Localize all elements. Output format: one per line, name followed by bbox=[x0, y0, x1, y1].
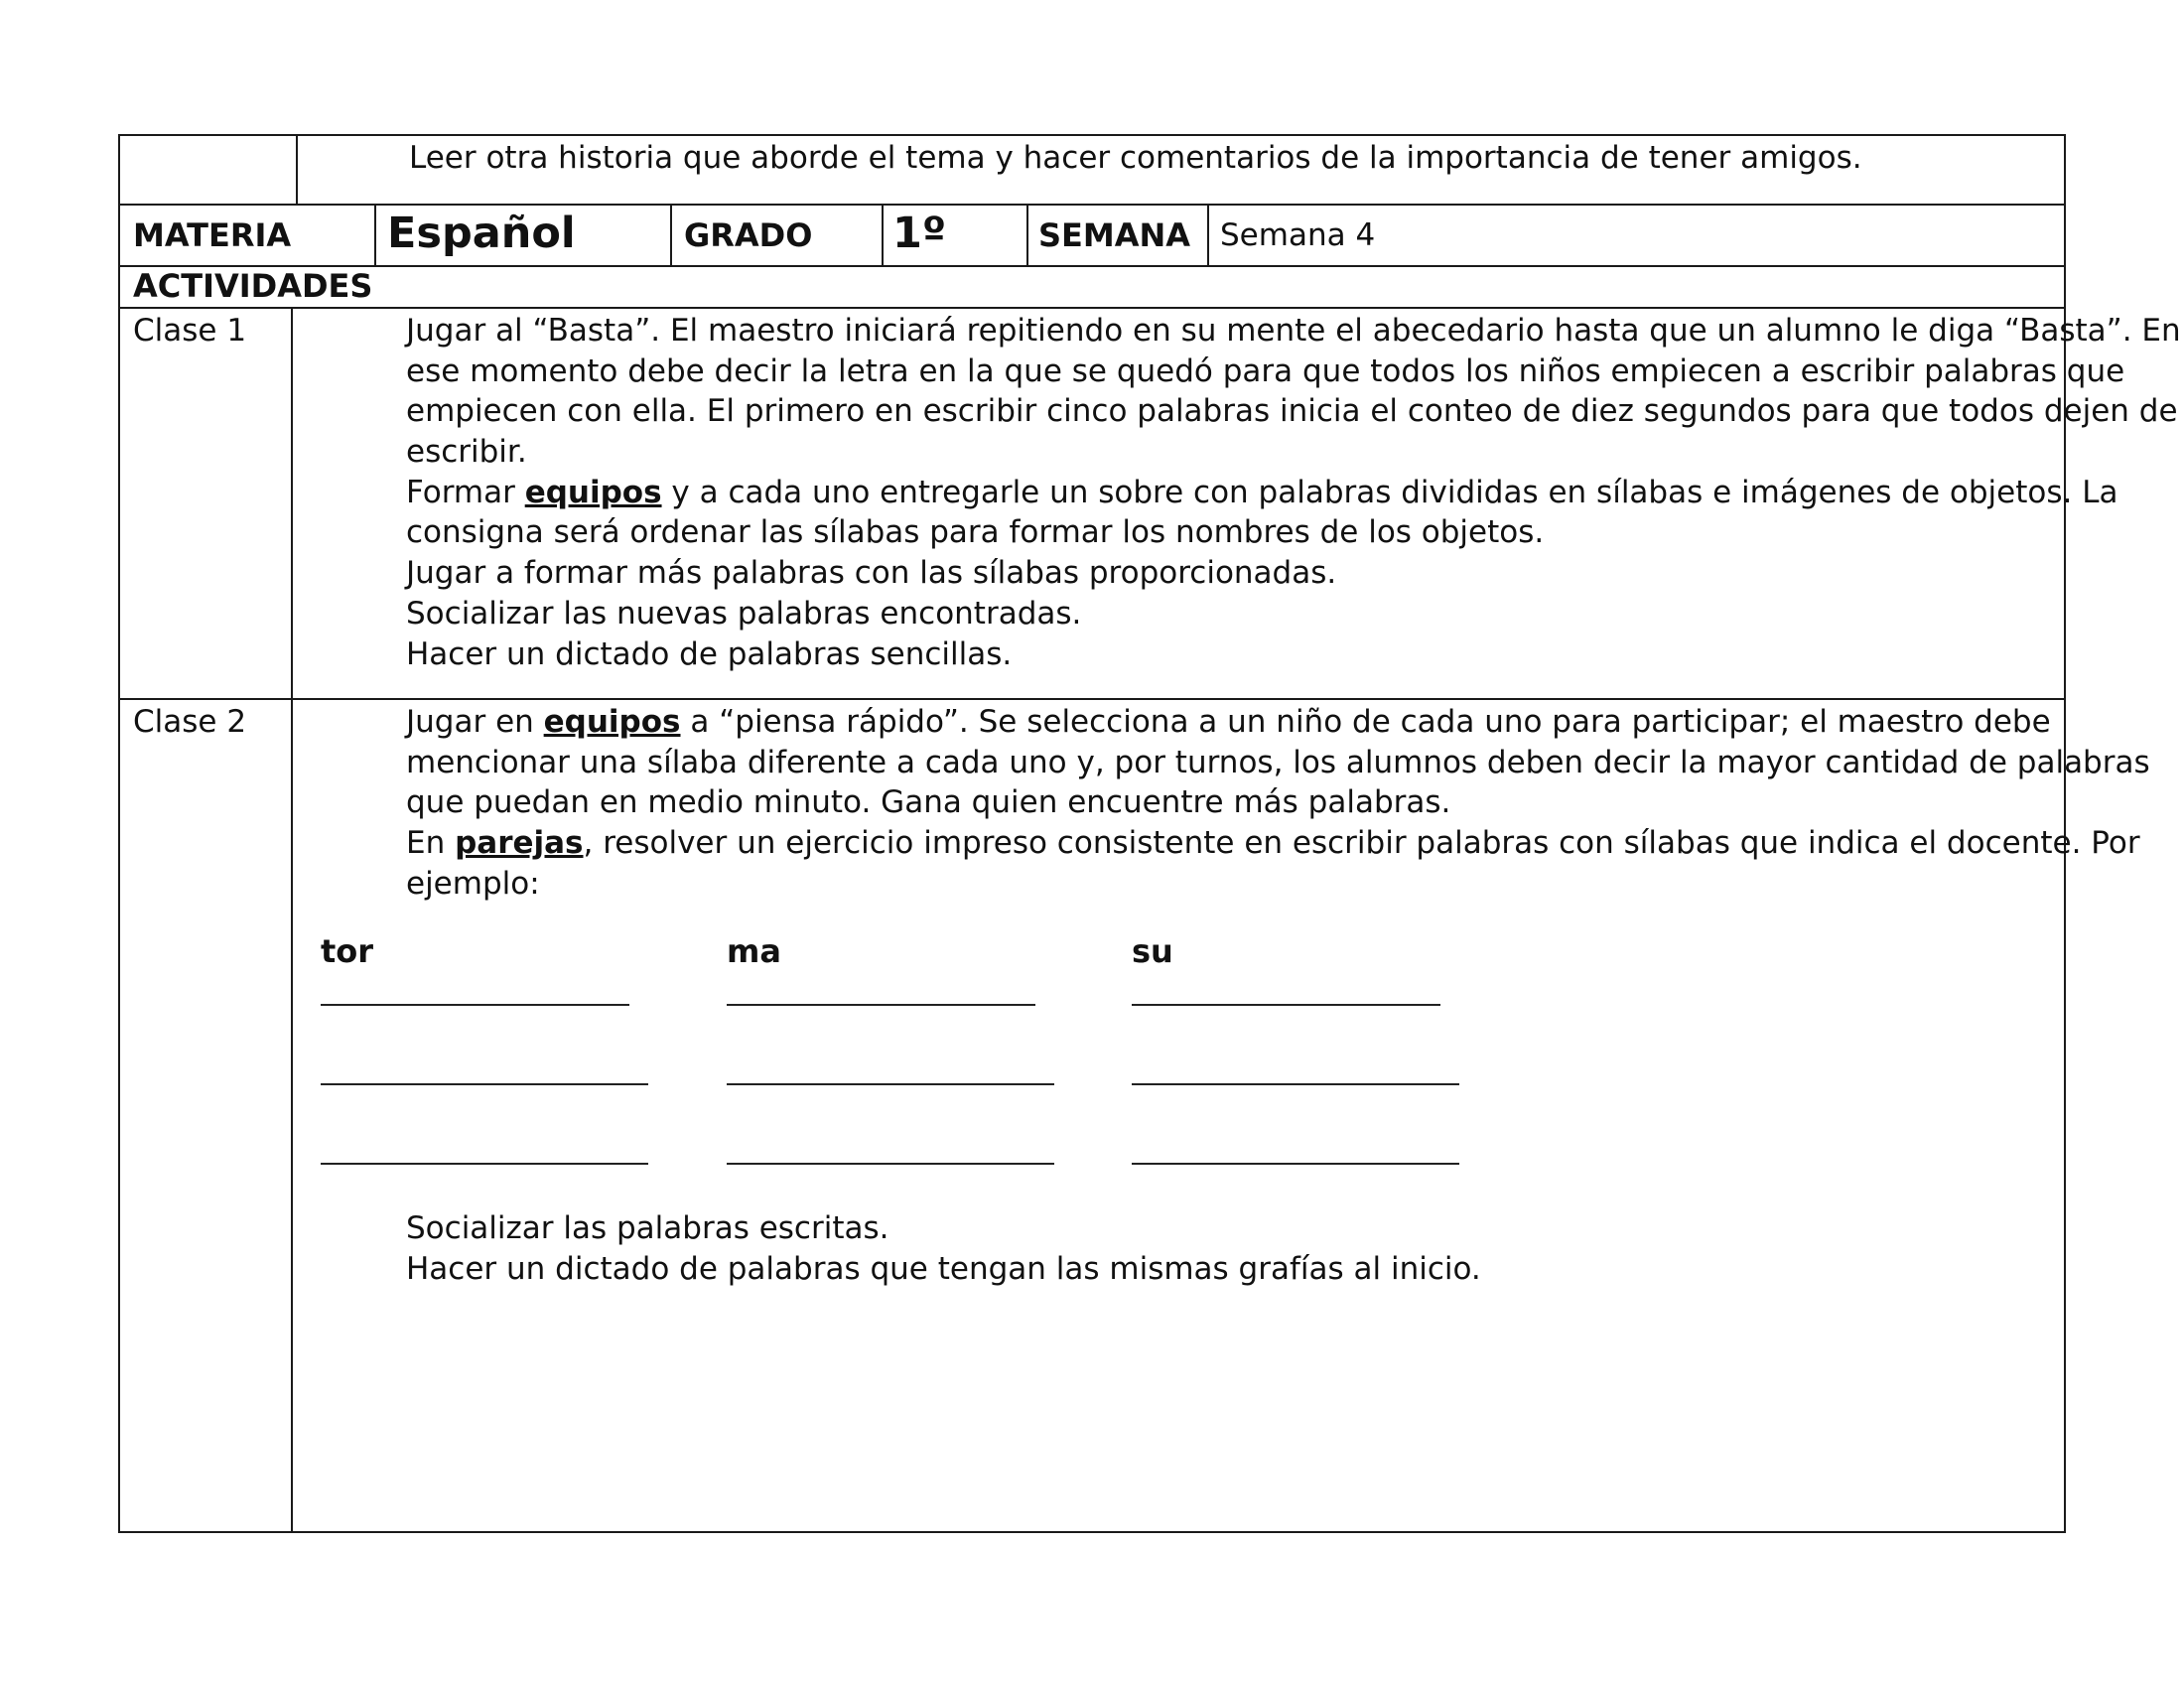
clase-1-line: Socializar las nuevas palabras encontradas. bbox=[406, 595, 1082, 632]
grado-value: 1º bbox=[892, 209, 947, 258]
clase-2-line: mencionar una sílaba diferente a cada uno y, por turnos, los alumnos deben decir la mayor cantidad de palabras bbox=[406, 744, 2150, 780]
text-run: y a cada uno entregarle un sobre con palabras divididas en sílabas e imágenes de objetos. La bbox=[661, 474, 2118, 510]
rule-below-clase-1 bbox=[118, 698, 2066, 700]
answer-line bbox=[727, 1163, 1054, 1165]
syllable-ma: ma bbox=[727, 932, 781, 970]
clase-1-line: Jugar a formar más palabras con las sílabas proporcionadas. bbox=[406, 555, 1337, 592]
materia-value: Español bbox=[387, 209, 576, 258]
clase-1-line: escribir. bbox=[406, 434, 527, 471]
clase-1-line: empiecen con ella. El primero en escribir cinco palabras inicia el conteo de diez segundos para que todos dejen de bbox=[406, 393, 2178, 430]
clase-2-line: Hacer un dictado de palabras que tengan las mismas grafías al inicio. bbox=[406, 1250, 1481, 1287]
clase-1-line: Jugar al “Basta”. El maestro iniciará repitiendo en su mente el abecedario hasta que un alumno le diga “Basta”. En bbox=[406, 313, 2181, 349]
answer-line bbox=[321, 1004, 629, 1006]
answer-line bbox=[1132, 1163, 1459, 1165]
header-divider-2 bbox=[670, 204, 672, 266]
text-run: Jugar en bbox=[406, 704, 544, 740]
header-divider-5 bbox=[1207, 204, 1209, 266]
text-run: a “piensa rápido”. Se selecciona a un niño de cada uno para participar; el maestro debe bbox=[680, 704, 2051, 740]
syllable-su: su bbox=[1132, 932, 1173, 970]
answer-line bbox=[727, 1004, 1035, 1006]
clase-2-line: ejemplo: bbox=[406, 865, 540, 902]
answer-line bbox=[321, 1163, 648, 1165]
keyword-equipos: equipos bbox=[543, 704, 681, 740]
header-divider-1 bbox=[374, 204, 376, 266]
clase-2-line: Socializar las palabras escritas. bbox=[406, 1210, 889, 1246]
clase-2-line: que puedan en medio minuto. Gana quien encuentre más palabras. bbox=[406, 784, 1451, 821]
clase-1-line bbox=[406, 473, 2118, 513]
answer-line bbox=[321, 1083, 648, 1085]
clase-1-line: consigna será ordenar las sílabas para formar los nombres de los objetos. bbox=[406, 514, 1545, 551]
keyword-parejas: parejas bbox=[455, 825, 584, 862]
rule-below-header-row bbox=[118, 265, 2066, 267]
answer-line bbox=[1132, 1083, 1459, 1085]
top-row-text: Leer otra historia que aborde el tema y hacer comentarios de la importancia de tener amigos. bbox=[409, 140, 1862, 176]
semana-value: Semana 4 bbox=[1220, 217, 1376, 253]
clase-2-closing bbox=[406, 1208, 2099, 1289]
rule-below-top-row bbox=[118, 204, 2066, 206]
text-run: , resolver un ejercicio impreso consistente en escribir palabras con sílabas que indica el docente. Por bbox=[583, 825, 2140, 862]
clase-1-line: ese momento debe decir la letra en la que se quedó para que todos los niños empiecen a escribir palabras que bbox=[406, 352, 2125, 389]
text-run: En bbox=[406, 825, 456, 862]
clase-2-activities bbox=[406, 702, 2150, 904]
semana-label: SEMANA bbox=[1038, 216, 1191, 254]
header-divider-4 bbox=[1026, 204, 1028, 266]
class-column-divider bbox=[291, 307, 293, 1533]
header-divider-3 bbox=[882, 204, 884, 266]
rule-below-actividades bbox=[118, 307, 2066, 309]
clase-1-label: Clase 1 bbox=[133, 313, 247, 349]
clase-2-label: Clase 2 bbox=[133, 704, 247, 740]
grado-label: GRADO bbox=[684, 216, 813, 254]
materia-label: MATERIA bbox=[133, 216, 292, 254]
answer-line bbox=[727, 1083, 1054, 1085]
syllable-tor: tor bbox=[321, 932, 374, 970]
top-row-divider bbox=[296, 134, 298, 205]
clase-1-line: Hacer un dictado de palabras sencillas. bbox=[406, 635, 1013, 672]
clase-2-line bbox=[406, 702, 2099, 743]
clase-2-line bbox=[406, 823, 2140, 864]
keyword-equipos: equipos bbox=[524, 474, 662, 510]
text-run: Formar bbox=[406, 474, 525, 510]
clase-1-activities bbox=[406, 311, 2181, 674]
answer-line bbox=[1132, 1004, 1440, 1006]
actividades-heading: ACTIVIDADES bbox=[133, 267, 373, 305]
